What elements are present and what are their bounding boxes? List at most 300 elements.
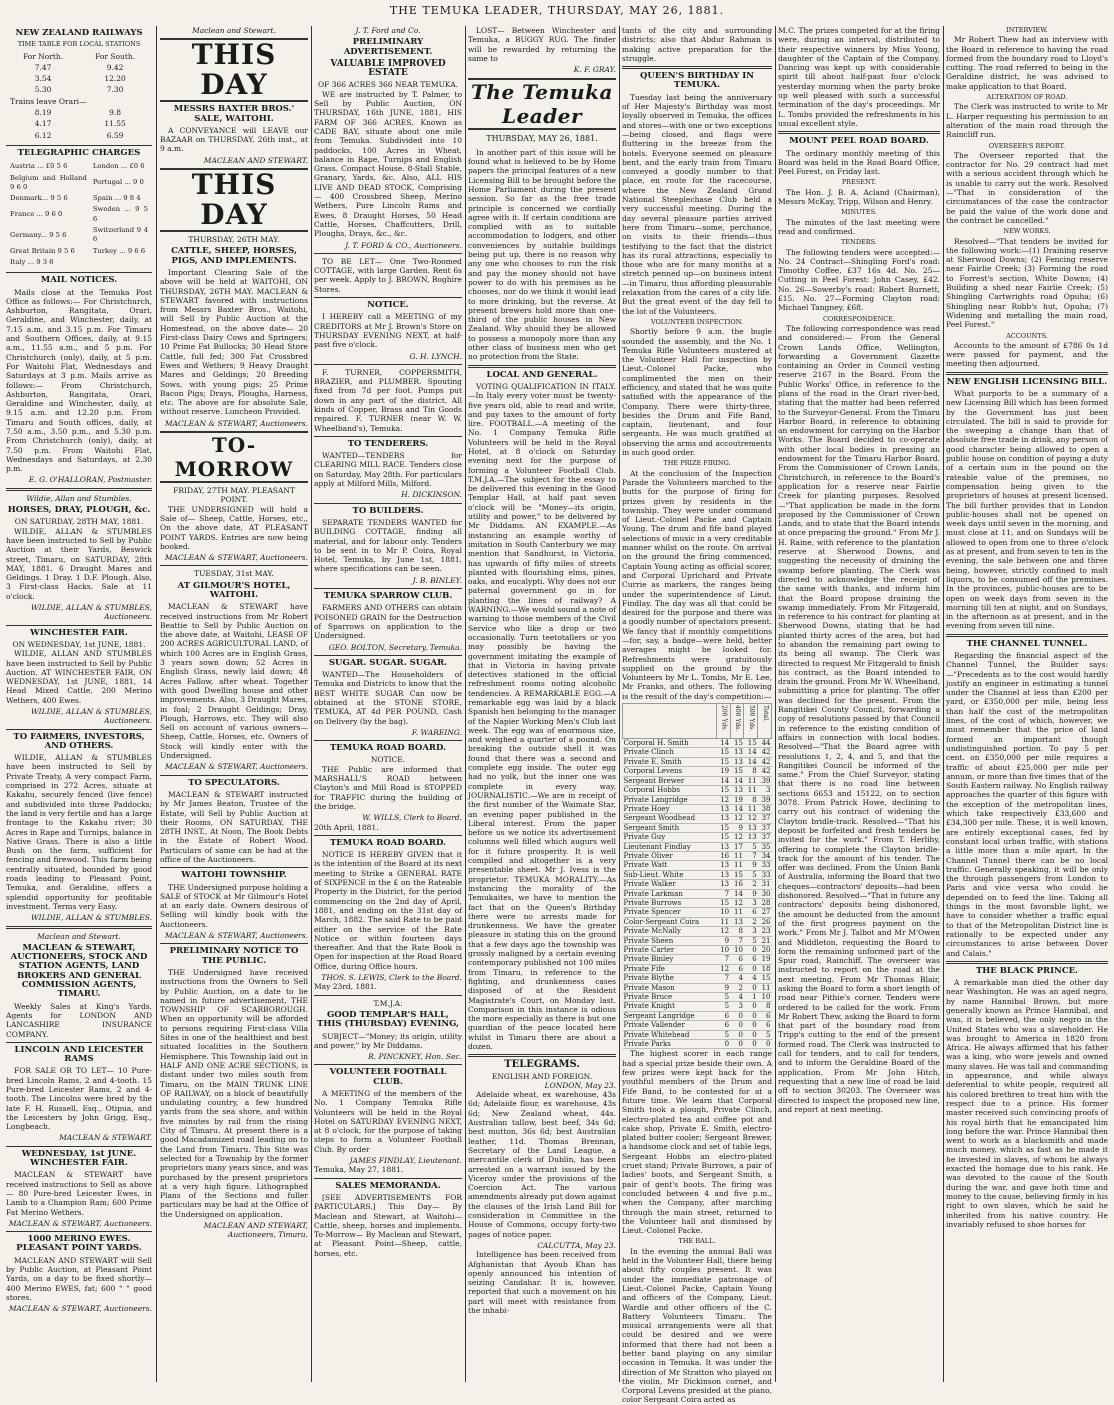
table-cell: 0 <box>730 1021 744 1030</box>
section-subheading: ALTERATION OF ROAD. <box>986 93 1068 102</box>
table-cell: 14 <box>716 776 730 785</box>
table-cell: 13 <box>716 804 730 813</box>
ad-text: MACLEAN & STEWART instructed by Mr James Beaton, Trustee of the Estate, will Sell by Public Auction at their Rooms, ON SATURDAY, THE 28TH INST., At Noon, The Book Debts in the Estate of Robert Wood. Particulars of same can be had at the office of the Auctioneers. <box>160 789 308 864</box>
table-cell: 9 <box>744 861 758 870</box>
table-cell: 0 <box>758 1040 772 1049</box>
signature: K. F. GRAY. <box>573 65 616 75</box>
section-heading: TELEGRAMS. <box>504 1059 580 1071</box>
signature: E. G. O'HALLORAN, Postmaster. <box>28 475 152 485</box>
table-row <box>623 898 772 907</box>
section-subheading: ACCOUNTS. <box>1006 331 1048 340</box>
ad-text: WILDIE, ALLAN & STUMBLES have been instructed to Sell by Private Treaty, A very compact Farm, comprised in 272 Acres, situate at Kakahu, securely fenced (live fence) and subdivided into three Paddocks; the land is very fertile and has a large frontage to the Kakahu river; 30 Acres in Rape and Turnips, balance in Native Grass. There is also a little Bush on the farm, sufficient for fencing and firewood. This farm being centrally situated, bounded by good roads leading to Pleasant Point, Temuka, and Geraldine, offers a splendid opportunity for profitable investment. Terms very Easy. <box>6 753 152 911</box>
table-row <box>623 889 772 898</box>
table-cell: Private Walker <box>623 880 717 889</box>
table-cell: 6 <box>744 908 758 917</box>
ad-text: FARMERS AND OTHERS can obtain POISONED GRAIN for the Destruction of Sparrows on application to the Undersigned. <box>314 603 462 641</box>
table-row <box>623 823 772 832</box>
table-cell: Germany... 9 5 6 <box>10 230 67 239</box>
table-cell: 0 <box>744 1002 758 1011</box>
ad-heading: TO BUILDERS. <box>352 505 424 516</box>
ad-heading: NOTICE. <box>367 300 409 311</box>
article-text: At the conclusion of the Inspection Parade the Volunteers marched to the butts for the purpose of firing for prizes given by residents in the township. They were under command of Lieut.-Colonel Packe and Captain Young. The drum and fife band played selections of music in a very creditable manner whilst on the route. On arrival on the ground the firing commenced, Captain Young acting as official scorer, and Corporal Uprichard and Private Currie as markers, the ranges being under the superintendence of Lieut. Findlay. The day was all that could be desired for the purpose and there was a goodly number of spectators present. We fancy that if monthly competitions—for, say, a badge—were held, better averages might be looked for. Refreshments were gratuitously supplied on the ground by the Volunteers by Mr L. Tombs, Mr E. Lee, Mr Franks, and others. The following is the result of the day's competition:— <box>622 468 772 701</box>
table-cell: 11 <box>730 861 744 870</box>
table-cell: 6 <box>744 955 758 964</box>
table-cell: 13 <box>730 786 744 795</box>
this-day-banner: THIS DAY <box>160 168 308 232</box>
table-cell: 15 <box>716 823 730 832</box>
ad-text: WANTED—TENDERS for CLEARING MILL RACE. Tenders close on Saturday, May 28th. For particulars apply at Milford Mills, Milford. <box>314 451 462 489</box>
ad-text: WILDIE, ALLAN AND STUMBLES have been instructed to Sell by Public Auction, AT WINCHESTER FAIR, ON WEDNESDAY, 1st JUNE, 1881, 14 Head Mixed Cattle, 200 Merino Wethers, 400 Ewes. <box>6 649 152 705</box>
table-row <box>623 757 772 766</box>
table-cell: 5 <box>716 993 730 1002</box>
table-row <box>623 861 772 870</box>
signature: G. H. LYNCH. <box>409 351 462 361</box>
signature: H. DICKINSON. <box>401 490 462 500</box>
newspaper-title: The Temuka Leader <box>468 78 616 130</box>
table-cell: Trains leave Orari— <box>10 96 87 106</box>
ad-text: LOST— Between Winchester and Temuka, a BUGGY RUG. The finder will be rewarded by returning the same to <box>468 26 616 63</box>
signature: WILDIE, ALLAN & STUMBLES, Auctioneers. <box>30 707 152 726</box>
ad-text: THE Undersigned have received instructions from the Owners to Sell by Public Auction, on a date to be named in future advertisement, THE TOWNSHIP OF SCARBOROUGH. When an opportunity will be afforded to persons requiring First-class Villa Sites in one of the healthiest and best situated localities in the Southern Hemisphere. This Township laid out in HALF AND ONE ACRE SECTIONS, is distant under two miles south from Timaru, on the MAIN TRUNK LINE OF RAILWAY, on a block of beautifully undulating country, a few hundred yards from the sea shore, and within five minutes by rail from the rising City of Timaru. At present there is a good Macadamized road leading on to the Land from Timaru. This Site was selected for a Township by the former proprietors many years since, and was purchased by the present proprietors at a very high figure. Lithographed Plans of the Sections and fuller particulars may be had at the Office of the Undersigned on application. <box>160 967 308 1219</box>
table-cell: 10 <box>716 908 730 917</box>
ad-date: ON SATURDAY, 28TH MAY, 1881. <box>14 517 144 527</box>
article-text: The following tenders were accepted:— No. 24 Contract—Shingling Ford's road: Timothy Coffee, £37 16s 4d. No. 25—Cutting in Peel Forest: John Casey, £42. No. 26—Sowerby's road: Robert Burnett, £15. No. 27—Forming Clayton road: Michael Tangney, £68. <box>778 247 940 313</box>
signature: MACLEAN & STEWART, Auctioneers. <box>8 1304 152 1314</box>
table-cell: 4 <box>730 974 744 983</box>
ad-text: SUBJECT—"Money; its origin, utility and power," by Mr Diddams. <box>314 1031 462 1050</box>
table-cell: 16 <box>730 880 744 889</box>
article-text: Adelaide wheat, ex warehouse, 43s 6d; Adelaide flour, ex warehouse, 43s 6d; New Zealand wheat, 44s. Australian tallow, best beef, 34s 6d; best mutton, 36s 6d; best Australian leather, 11d. Thomas Brennan, Secretary of the Land League, a mercantile clerk of Dublin, has been arrested on a warrant issued by the Viceroy under the provisions of the Coercion Act. The various amendments already put down against the clauses of the Irish Land Bill for consideration in Committee in the House of Commons, occupy forty-two pages of notice paper. <box>468 1090 616 1239</box>
table-cell: Private Clinch <box>623 748 717 757</box>
section-subheading: THE BALL. <box>678 1237 716 1246</box>
table-cell: 11 <box>730 908 744 917</box>
table-row <box>623 927 772 936</box>
table-cell: Private Whitehead <box>623 1030 717 1039</box>
table-cell: 13 <box>730 917 744 926</box>
table-cell: 0 <box>730 1011 744 1020</box>
ad-heading: TO FARMERS, INVESTORS, AND OTHERS. <box>13 731 145 751</box>
section-heading: THE BLACK PRINCE. <box>975 965 1079 976</box>
signature: MACLEAN & STEWART, Auctioneers. <box>164 931 308 941</box>
table-row <box>623 1030 772 1039</box>
section-head: J. T. Ford and Co. <box>355 26 421 35</box>
table-cell: 20 <box>758 946 772 955</box>
table-row <box>623 955 772 964</box>
table-cell: 14 <box>744 757 758 766</box>
ad-heading: MACLEAN & STEWART, AUCTIONEERS, STOCK AND STATION AGENTS, LAND BROKERS AND GENERAL COMMISSION AGENTS, TIMARU. <box>10 942 148 1000</box>
column-rule <box>619 26 620 1382</box>
table-cell: 7 <box>730 936 744 945</box>
table-cell: 7 <box>744 851 758 860</box>
column-4 <box>468 26 616 1382</box>
ad-heading: PRELIMINARY NOTICE TO THE PUBLIC. <box>169 946 299 966</box>
dateline: LONDON, May 23. <box>544 1080 616 1090</box>
table-cell: Private Fife <box>623 964 717 973</box>
table-cell: 0 <box>744 1021 758 1030</box>
table-cell: 42 <box>758 767 772 776</box>
section-heading: LOCAL AND GENERAL. <box>486 369 598 380</box>
ad-text: FOR SALE OR TO LET— 10 Pure-bred Lincoln Rams, 2 and 4-tooth. 15 Pure-bred Leicester Rams, 2 and 4-tooth. The Lincolns were bred by the late F. H. Russell, Esq., Otipua, and the Leicesters by John Grigg, Esq., Longbeach. <box>6 1066 152 1132</box>
table-row <box>623 993 772 1002</box>
table-row <box>623 908 772 917</box>
table-cell: 8 <box>744 795 758 804</box>
ad-text: MACLEAN & STEWART have received instructions to Sell as above— 80 Pure-bred Leicester Ewes, in Lamb to a Champion Ram; 600 Prime Fat Merino Wethers. <box>6 1170 152 1217</box>
table-cell: 33 <box>758 870 772 879</box>
table-cell: 5 <box>744 870 758 879</box>
table-cell: 19 <box>758 955 772 964</box>
signature: F. WAREING. <box>411 727 462 737</box>
ad-heading: CATTLE, SHEEP, HORSES, PIGS, AND IMPLEMENTS. <box>171 246 297 266</box>
table-cell: 11 <box>758 983 772 992</box>
table-cell: 38 <box>758 804 772 813</box>
ad-date: ON WEDNESDAY, 1st JUNE, 1881. <box>12 639 146 649</box>
column-5 <box>622 26 772 1405</box>
table-cell: Private Burrows <box>623 898 717 907</box>
table-cell: 2 <box>744 917 758 926</box>
table-cell: Private Carter <box>623 946 717 955</box>
table-cell: Private Mason <box>623 983 717 992</box>
table-cell: Sergeant Smith <box>623 823 717 832</box>
ad-text: F. TURNER, COPPERSMITH, BRAZIER, and PLUMBER. Spouting fixed from 7d per foot. Pumps put down in any part of the district. All kinds of Copper, Brass and Tin Goods repaired. F. TURNER (near W. W. Wheelband's), Temuka. <box>314 367 462 433</box>
table-cell: Private McNally <box>623 927 717 936</box>
table-cell: 0 <box>744 1011 758 1020</box>
signature: WILDIE, ALLAN & STUMBLES, Auctioneers. <box>30 603 152 622</box>
table-cell: 9 <box>730 823 744 832</box>
ad-heading: TEMUKA SPARROW CLUB. <box>323 591 453 602</box>
table-cell: 7 <box>716 974 730 983</box>
table-cell: 7 <box>716 889 730 898</box>
table-row <box>623 1021 772 1030</box>
ad-heading: LINCOLN AND LEICESTER RAMS <box>14 1044 144 1065</box>
section-subheading: MINUTES. <box>841 208 877 217</box>
table-cell: 39 <box>758 776 772 785</box>
table-row <box>623 776 772 785</box>
ad-heading: WAITOHI TOWNSHIP. <box>181 870 287 881</box>
table-cell: Private E. Smith <box>623 757 717 766</box>
table-cell: 3 <box>730 1002 744 1011</box>
table-row <box>623 917 772 926</box>
ad-heading: PRELIMINARY ADVERTISEMENT. <box>343 37 433 57</box>
table-header: For South. <box>95 51 136 61</box>
table-row <box>623 1040 772 1049</box>
table-cell: 14 <box>730 776 744 785</box>
table-cell: 6.12 <box>34 130 52 140</box>
table-cell: 15 <box>716 748 730 757</box>
table-cell: Great Britain 9 5 6 <box>10 246 75 255</box>
ad-heading: TEMUKA ROAD BOARD. <box>329 837 447 848</box>
ad-heading: SUGAR. SUGAR. SUGAR. <box>328 657 448 668</box>
table-cell: Private Larkman <box>623 889 717 898</box>
ad-heading: AT GILMOUR'S HOTEL, WAITOHI. <box>177 580 291 600</box>
table-cell: 0 <box>716 1040 730 1049</box>
article-text: Intelligence has been received from Afghanistan that Ayoub Khan has openly announced his intention of seizing Candahar. It is, however, reported that such a movement on his part will meet with resistance from the inhabi- <box>468 1250 616 1315</box>
column-rule <box>311 26 312 1382</box>
section-heading: QUEEN'S BIRTHDAY IN TEMUKA. <box>640 71 754 91</box>
table-cell: 42 <box>758 748 772 757</box>
table-row <box>623 748 772 757</box>
table-cell: 9 <box>744 889 758 898</box>
table-cell: 15 <box>758 974 772 983</box>
ad-text: WILDIE, ALLAN & STUMBLES have been instructed to Sell by Public Auction at their Yards, Beswick street, Timaru, on SATURDAY, 28th MAY, 1881. 6 Draught Mares and Geldings. 1 Dray. 1 D.F. Plough. Also, 3 First-class Hacks. Sale at 11 o'clock. <box>6 526 152 601</box>
table-cell: 0 <box>744 1040 758 1049</box>
ad-heading: TEMUKA ROAD BOARD. <box>329 743 447 754</box>
signature: MACLEAN AND STEWART, Auctioneers, Timaru. <box>203 1220 308 1240</box>
article-text: In the evening the annual Ball was held in the Volunteer Hall, there being about fifty couples present. It was under the immediate patronage of Lieut.-Colonel Packe, Captain Young and officers of the Company, Lieut. Wardle and other officers of the C. Battery Volunteers Timaru. The musical arrangements were all that could be desired and we were informed that there had not been a better band playing on any similar occasion in Temuka. It was under the direction of Mr Stratton who played on the violin, Mr Dickinson cornet, and Corporal Levens presided at the piano, color Sergeant Coira acted as <box>622 1246 772 1405</box>
section-subheading: NEW WORKS. <box>1003 227 1051 236</box>
table-cell: 7 <box>716 955 730 964</box>
table-cell: 13 <box>730 757 744 766</box>
masthead: THE TEMUKA LEADER, THURSDAY, MAY 26, 1881. <box>389 4 725 17</box>
ad-heading: GOOD TEMPLAR'S HALL, THIS (THURSDAY) EVENING, <box>317 1009 459 1030</box>
table-row <box>623 946 772 955</box>
table-cell: Private Langridge <box>623 795 717 804</box>
table-cell: 37 <box>758 833 772 842</box>
table-cell: 39 <box>758 795 772 804</box>
table-cell: 9.42 <box>106 62 124 72</box>
table-row <box>623 983 772 992</box>
table-cell: 13 <box>716 842 730 851</box>
table-cell: 5 <box>758 1030 772 1039</box>
table-cell: 6.59 <box>106 130 124 140</box>
table-row <box>623 767 772 776</box>
table-row <box>623 786 772 795</box>
table-cell: 6 <box>730 964 744 973</box>
table-cell: 8.19 <box>34 108 52 118</box>
ad-text: A MEETING of the members of the No. 1 Company Temuka Rifle Volunteers will be held in the Royal Hotel on SATURDAY EVENING NEXT, at 8 o'clock, for the purpose of taking steps to form a Volunteer Football Club. By order <box>314 1088 462 1154</box>
table-row <box>623 870 772 879</box>
mail-heading: MAIL NOTICES. <box>40 275 118 286</box>
table-cell: 4 <box>744 974 758 983</box>
results-table <box>622 703 772 1049</box>
signature: MACLEAN AND STEWART. <box>203 155 308 165</box>
table-cell: Corporal H. Smith <box>623 739 717 748</box>
table-cell: 11 <box>744 804 758 813</box>
signature: MACLEAN & STEWART, Auctioneers. <box>164 553 308 563</box>
table-cell: 35 <box>758 842 772 851</box>
table-row <box>623 974 772 983</box>
table-cell: 15 <box>730 870 744 879</box>
table-cell: 10 <box>716 946 730 955</box>
column-2 <box>160 26 308 1382</box>
table-cell: Private Parks <box>623 1040 717 1049</box>
signature: MACLEAN & STEWART, Auctioneers. <box>164 418 308 428</box>
signature: J. B. BINLEY. <box>412 575 462 585</box>
ad-heading: VOLUNTEER FOOTBALL CLUB. <box>329 1067 447 1087</box>
table-cell: 37 <box>758 814 772 823</box>
table-cell: Private Blythe <box>623 974 717 983</box>
article-text: tants of the city and surrounding districts; also that Abdur Rahman is making active preparation for the struggle. <box>622 26 772 63</box>
table-row <box>623 795 772 804</box>
table-cell: 11 <box>744 786 758 795</box>
table-cell: 31 <box>758 880 772 889</box>
column-rule <box>943 26 944 1382</box>
ad-heading: 1000 MERINO EWES. PLEASANT POINT YARDS. <box>16 1234 142 1254</box>
table-cell: 11 <box>730 851 744 860</box>
table-cell: 10 <box>730 946 744 955</box>
table-cell: 14 <box>730 804 744 813</box>
table-cell: Private Binley <box>623 955 717 964</box>
table-cell: Italy ... 9 3 6 <box>10 257 54 266</box>
table-cell: Sweden ... 9 5 6 <box>92 205 148 223</box>
table-cell: 11.55 <box>104 119 126 129</box>
section-subheading: ENGLISH AND FOREIGN. <box>491 1071 593 1081</box>
table-cell: 9.8 <box>109 108 122 118</box>
dateline: CALCUTTA, May 23. <box>537 1240 616 1250</box>
table-cell: 3.54 <box>34 74 52 84</box>
column-6 <box>778 26 940 1382</box>
section-heading: MOUNT PEEL ROAD BOARD. <box>789 136 929 147</box>
table-cell: 30 <box>758 889 772 898</box>
table-cell: 12 <box>716 927 730 936</box>
table-cell: 15 <box>744 739 758 748</box>
ad-heading: MESSRS BAXTER BROS.' SALE, WAITOHI. <box>173 104 295 124</box>
table-cell: Switzerland 9 4 6 <box>92 226 148 244</box>
table-cell: Private Hoey <box>623 804 717 813</box>
table-row <box>623 936 772 945</box>
table-cell: Private Bruce <box>623 993 717 1002</box>
table-cell: 42 <box>758 757 772 766</box>
this-day-banner: THIS DAY <box>160 38 308 102</box>
table-cell: Private Vallender <box>623 1021 717 1030</box>
railways-heading: NEW ZEALAND RAILWAYS <box>15 28 143 38</box>
table-cell: 15 <box>716 833 730 842</box>
table-cell: Austria ... £0 5 6 <box>10 162 68 171</box>
table-header: For North. <box>22 51 64 61</box>
table-cell: Sergeant Langridge <box>623 1011 717 1020</box>
ad-text: Weekly Sales at King's Yards. Agents for LONDON AND LANCASHIRE INSURANCE COMPANY. <box>6 1001 152 1039</box>
article-text: The highest scorer in each range had a special prize beside their own. A few prizes were kept back for the youthful members of the Drum and Fife Band, to be contested for at a future time. We learn that Corporal Smith took a plough, Private Clinch, electro-plated tea and coffee pot and cake shop, Private E. Smith, electro-plated butter cooler; Sergeant Brewer, a handsome clock and set of table legs, Sergeant Hobbs an electro-plated cruet stand; Private Burrows, a pair of ladies' boots, and Sergeant Smith, a pair of gent's boots. The firing was concluded between 4 and five p.m., when the Company, after marching through the main street, returned to the Volunteer hall and dismissed by Lieut.-Colonel Packe. <box>622 1049 772 1236</box>
tomorrow-banner: TO-MORROW <box>160 431 308 483</box>
section-subheading: THE PRIZE FIRING. <box>663 459 731 468</box>
article-text: Accounts to the amount of £786 0s 1d were passed for payment, and the meeting then adjourned. <box>946 340 1108 369</box>
signature: THOS. S. LEWIS, Clerk to the Board. <box>321 973 462 983</box>
table-cell: France ... 9 6 0 <box>10 210 63 219</box>
column-rule <box>156 26 157 1382</box>
table-cell: 13 <box>716 861 730 870</box>
table-cell: 15 <box>730 739 744 748</box>
leader-article: In another part of this issue will be found what is believed to be by Home papers the principal features of a new Licensing Bill to be brought before the Home Parliament during the present session. So far as the free trade principle is concerned we cordially agree with it. If certain conditions are complied with as to suitable accommodation to lodgers, and other conveniences by suitable buildings being put up, there is no reason why any one who chooses to run the risk and pay the money should not have power to do with his premises as he chooses, nor do we think it would lead to more drinking, but the reverse. At present brewers hold more than one-third of the public houses in New Zealand. Why should they be allowed to possess a monopoly more than any other class of business men who get no protection from the State. <box>468 147 616 362</box>
table-cell: 8 <box>744 767 758 776</box>
table-cell: Sergeant Brewer <box>623 776 717 785</box>
table-row <box>623 880 772 889</box>
table-cell: 5.30 <box>34 85 52 95</box>
table-cell: 0 <box>744 983 758 992</box>
article-text: Regarding the financial aspect of the Channel Tunnel, the Builder says:—"Precedents as to the cost would hardly justify an engineer in estimating a tunnel under the Channel at less than £200 per yard, or £350,000 per mile, being less than half the cost of the metropolitan lines, of the cost of which, however, we must remember that the price of land formed an important though undistinguished portion. To pay 5 per cent. on £350,000 per mile requires a traffic of about £25,000 per mile per annum, or more than five times that of the South Eastern railway. No English railway approaches the quarter of this figure with the exception of the metropolitan lines, which take respectively £33,600 and £34,300 per mile. These, it is well known, are entirely exceptional cases, fed by constant local urban traffic, with stations a little more than a mile apart. In the Channel Tunnel there can be no local traffic. Generally speaking, it will be only the through passengers from London to Paris and vice versa who could be depended on to feed the line. Taking all things in the most favorable light, we have to consider whether a traffic equal to that of the Metropolitan District line is rationally to be expected under any circumstances to arise between Dover and Calais." <box>946 651 1108 958</box>
table-header: 500 Yds. <box>744 704 758 739</box>
section-subheading: VOLUNTEER INSPECTION. <box>650 317 744 326</box>
table-cell: 15 <box>730 767 744 776</box>
ad-heading: SALES MEMORANDA. <box>335 1180 441 1191</box>
table-cell: Portugal ... 9 0 <box>92 178 144 187</box>
article-text: M.C. The prizes competed for at the firing were, during an interval, distributed to their respective winners by Miss Young, daughter of the Captain of the Company. Dancing was kept up with considerable spirit till about half-past four o'clock yesterday morning when the party broke up well pleased with such a successful termination of the day's proceedings. Mr L. Tombs provided the refreshments in his usual excellent style. <box>778 26 940 128</box>
table-cell: London ... £0 6 <box>92 162 145 171</box>
table-cell: 6 <box>716 1011 730 1020</box>
ad-text: I HEREBY call a MEETING of my CREDITORS at Mr J. Brown's Store on THURSDAY EVENING NEXT, at half-past five o'clock. <box>314 312 462 350</box>
table-cell: 2 <box>744 880 758 889</box>
ad-text: THE Public are informed that MARSHALL'S ROAD between Clayton's and Mill Road is STOPPED for TRAFFIC during the building of the bridge. <box>314 764 462 811</box>
article-text: A remarkable man died the other day near Washington. He was an aged negro, by name Hannibal Brown, but more generally known as Prince Hannibal, and was, it is believed, the only negro in the United States who was a slaveholder. He was brought to America in 1820 from Africa. He always affirmed that his father was a king, who wore jewels and owned many slaves. He was tall and commanding in appearance, and while always deferential to white people, required all his colored brethren to treat him with the respect due to a prince. His former master received such convincing proofs of his royal birth that he emancipated him long before the war. Prince Hannibal then went to work as a blacksmith and made much money, which as fast as he made it he invested in slaves, of whom he always exacted the homage due to his rank. He was devoted to the cause of the South during the war, and gave both time and money to the cause, believing firmly in his right to own slaves, which he said he inherited from his native country. He invariably refused to shoe horses for <box>946 978 1108 1229</box>
table-cell: 16 <box>716 851 730 860</box>
table-cell: 15 <box>716 786 730 795</box>
railways-subheading: TIME TABLE FOR LOCAL STATIONS <box>17 40 141 49</box>
table-cell: 6 <box>758 1011 772 1020</box>
ad-text: SEPARATE TENDERS WANTED for BUILDING COTTAGE, finding all material, and for labour only. Tenders to be sent in to Mr P. Coira, Royal Hotel, Temuka, by June 1st, 1881, where specifications can be seen. <box>314 517 462 574</box>
table-cell: 0 <box>744 946 758 955</box>
table-cell: 28 <box>758 898 772 907</box>
article-text: The Clerk was instructed to write to Mr L. Harper requesting his permission to an alteration of the main road through the Raincliff run. <box>946 102 1108 140</box>
ad-date: May 23rd, 1881. <box>314 982 377 992</box>
table-cell: 14 <box>744 748 758 757</box>
table-cell: 5 <box>744 936 758 945</box>
table-cell: 26 <box>758 917 772 926</box>
issue-date: THURSDAY, MAY 26, 1881. <box>486 134 598 144</box>
article-text: The following correspondence was read and considered:— From the General Crown Lands Office, Wellington, forwarding a Government Gazette containing an Order in Council vesting reserve 2167 in the Board. From the Public Works' Office, in reference to the plans of the road in the Orari river-bed, stating that the matter had been referred to the Surveyor-General. From the Timaru Harbor Board, in reference to obtaining an endowment for carrying on the Harbor Works. The Board decided to co-operate with other local bodies in pressing an endowment for the Timaru Harbor Board. From the Commissioner of Crown Lands, Christchurch, in reference to the Board's application for a reserve near Fairlie Creek for planting purposes. Resolved—"That application be made in the form proposed by the Commissioner of Crown Lands, and to state that the Board intends at once preparing the ground." From Mr J. H. Raine, with reference to the plantation reserve at Sherwood Downs, and suggesting the necessity of draining the swamp before planting. The Clerk was directed to acknowledge the receipt of the same with thanks, and inform him that the Board propose draining the swamp immediately. From Mr Fitzgerald, in reference to his contract for planting at Sherwood Downs, stating that he had planted thirty acres of the area, but had to abandon the remaining part owing to its being all swamp. The Clerk was directed to request Mr Fitzgerald to finish his contract, as the Board intended to drain the ground. From Mr W. Wheelband, submitting a price for planting. The offer was declined for the present. From the Rangitikei County Council, forwarding a copy of resolutions passed by that Council in reference to the existing condition of affairs in connection with local bodies. Resolved—"That the Board agree with resolutions 1, 2, 4, and 5, and that the Rangitikei Council be informed of the same." From the Chief Surveyor, stating that there is no road line between sections 6653 and 15122, on to section 3078. From Patrick Howe, declining to carry out his contract of widening the Clayton bridle-track. Resolved—"That his deposit be forfeited and fresh tenders be invited for the work." From T. Herlihy, offering to complete the Clayton bridle-track for the amount of his tender. The offer was declined. From the Union Bank of Australia, informing the Board that two cheques—contractors' deposits—had been dishonored. Resolved—"That in future any contractors' deposits being dishonored, the amount be deducted from the amount of the first progress payment on the work." From Mr J. Talbot and Mr M'Owen and Middleton, requesting the Board to form the remaining unformed part of the Spur road, Rainchiff. The overseer was instructed to report on the road at the next meeting. From Mr Thomas Blair, asking the Board to form a short length of road near Pithie's corner. Tenders were ordered to be called for the work. From Mr Robert Thew, asking the Board to form that part of the boundary road from Tripp's cutting to the end of the present formed road. The Clerk was instructed to call for tenders, and to call for tenders, and to inform the Geraldine Board of the application. From Mr John Hitch, requesting that a new line of road be laid off to section 30203. The Overseer was directed to inspect the proposed new line, and report at next meeting. <box>778 323 940 1114</box>
table-cell: 0 <box>730 1030 744 1039</box>
table-cell: 4 <box>730 993 744 1002</box>
article-text: Shortly before 9 a.m. the bugle sounded the assembly, and the No. 1 Temuka Rifle Volunteers mustered at the Volunteer Hall for inspection by Lieut.-Colonel Packe, who complimented the men on their efficiency, and stated that he was quite satisfied with the appearance of the Company. There were thirty-three, besides the Drum and Fife Band, captain, lieutenant, and four sergeants. He was much gratified at observing the arms and accoutrements in such good order. <box>622 327 772 458</box>
column-7 <box>946 26 1108 1382</box>
ad-subheading: T.M.J.A. <box>373 998 403 1008</box>
table-cell: 13 <box>744 833 758 842</box>
signature: WILDIE, ALLAN & STUMBLES. <box>30 913 152 923</box>
railway-timetable <box>6 50 152 142</box>
table-row <box>623 1011 772 1020</box>
article-text: The Hon. J. B. A. Acland (Chairman), Messrs McKay, Tripp, Wilson and Henry. <box>778 187 940 207</box>
ad-date: FRIDAY, 27TH MAY. PLEASANT POINT. <box>173 486 295 505</box>
table-cell: 3 <box>758 786 772 795</box>
signature: MACLEAN & STEWART, Auctioneers. <box>164 762 308 772</box>
table-cell: Color-Sergeant Coira <box>623 917 717 926</box>
section-subheading: OVERSEER'S REPORT. <box>988 141 1066 150</box>
ad-subheading: NOTICE. <box>370 755 406 765</box>
table-cell: 14 <box>716 739 730 748</box>
signature: W. WILLS, Clerk to Board. <box>362 813 462 823</box>
signature: JAMES FINDLAY, Lieutenant. <box>349 1156 462 1166</box>
section-heading: NEW ENGLISH LICENSING BILL. <box>946 376 1108 387</box>
section-subheading: INTERVIEW. <box>1006 26 1048 34</box>
table-cell: 12 <box>730 898 744 907</box>
table-cell: 12 <box>730 833 744 842</box>
ad-text: NOTICE IS HEREBY GIVEN that it is the intention of the Board at its next meeting to Strike a GENERAL RATE of SIXPENCE in the £ on the Rateable Property in the District, for the period commencing on the 2nd day of April, 1881, and ending on the 31st day of March, 1882. The said Rate to be paid either on the service of the Rate Notice or within fourteen days thereafter. And that the Rate Book is Open for inspection at the Road Board Office, during Office hours. <box>314 850 462 971</box>
table-cell: 15 <box>716 898 730 907</box>
table-cell: 12.20 <box>104 74 126 84</box>
table-cell: 44 <box>758 739 772 748</box>
section-head: Wildie, Allan and Stumbles. <box>26 493 132 503</box>
table-cell: 3 <box>744 927 758 936</box>
section-heading: THE CHANNEL TUNNEL. <box>966 638 1088 649</box>
table-header: Total. <box>758 704 772 739</box>
table-cell: 0 <box>744 1030 758 1039</box>
table-row <box>623 964 772 973</box>
table-cell: 12 <box>744 814 758 823</box>
ad-heading: WEDNESDAY, 1st JUNE. WINCHESTER FAIR. <box>21 1148 137 1169</box>
signature: R. PINCKNEY, Hon. Sec. <box>368 1052 462 1062</box>
column-3 <box>314 26 462 1382</box>
ad-text: [SEE ADVERTISEMENTS FOR PARTICULARS.] This Day— By Maclean and Stewart, at Waitohi—Cattle, sheep, horses and implements. To-Morrow— By Maclean and Stewart, at Pleasant Point—Sheep, cattle, horses, etc. <box>314 1192 462 1258</box>
table-cell: 15 <box>716 757 730 766</box>
table-cell: 13 <box>716 870 730 879</box>
section-head: Maclean and Stewart. <box>37 931 121 941</box>
table-row <box>623 1002 772 1011</box>
table-cell: 7.30 <box>106 85 124 95</box>
signature: GEO. BOLTON, Secretary, Temuka. <box>328 642 462 652</box>
article-text: The ordinary monthly meeting of this Board was held in the Road Board Office, Peel Forest, on Friday last. <box>778 148 940 177</box>
article-text: Resolved—"That tenders be invited for the following work:—(1) Draining reserve at Sherwood Downs; (2) Fencing reserve near Fairlie Creek; (3) Forming the road to Forrest's section, White Downs; (4) Building a shed near Fairlie Creek; (5) Shingling Cartwrights road Opuha; (6) Shingling near Robb's hut, Opuha; (7) Widening and metalling the main road, Peel Forest." <box>946 236 1108 330</box>
table-cell: 12 <box>716 964 730 973</box>
table-cell: Denmark... 9 5 6 <box>10 194 68 203</box>
table-cell: 6 <box>758 1021 772 1030</box>
ad-heading: WINCHESTER FAIR. <box>30 627 128 638</box>
